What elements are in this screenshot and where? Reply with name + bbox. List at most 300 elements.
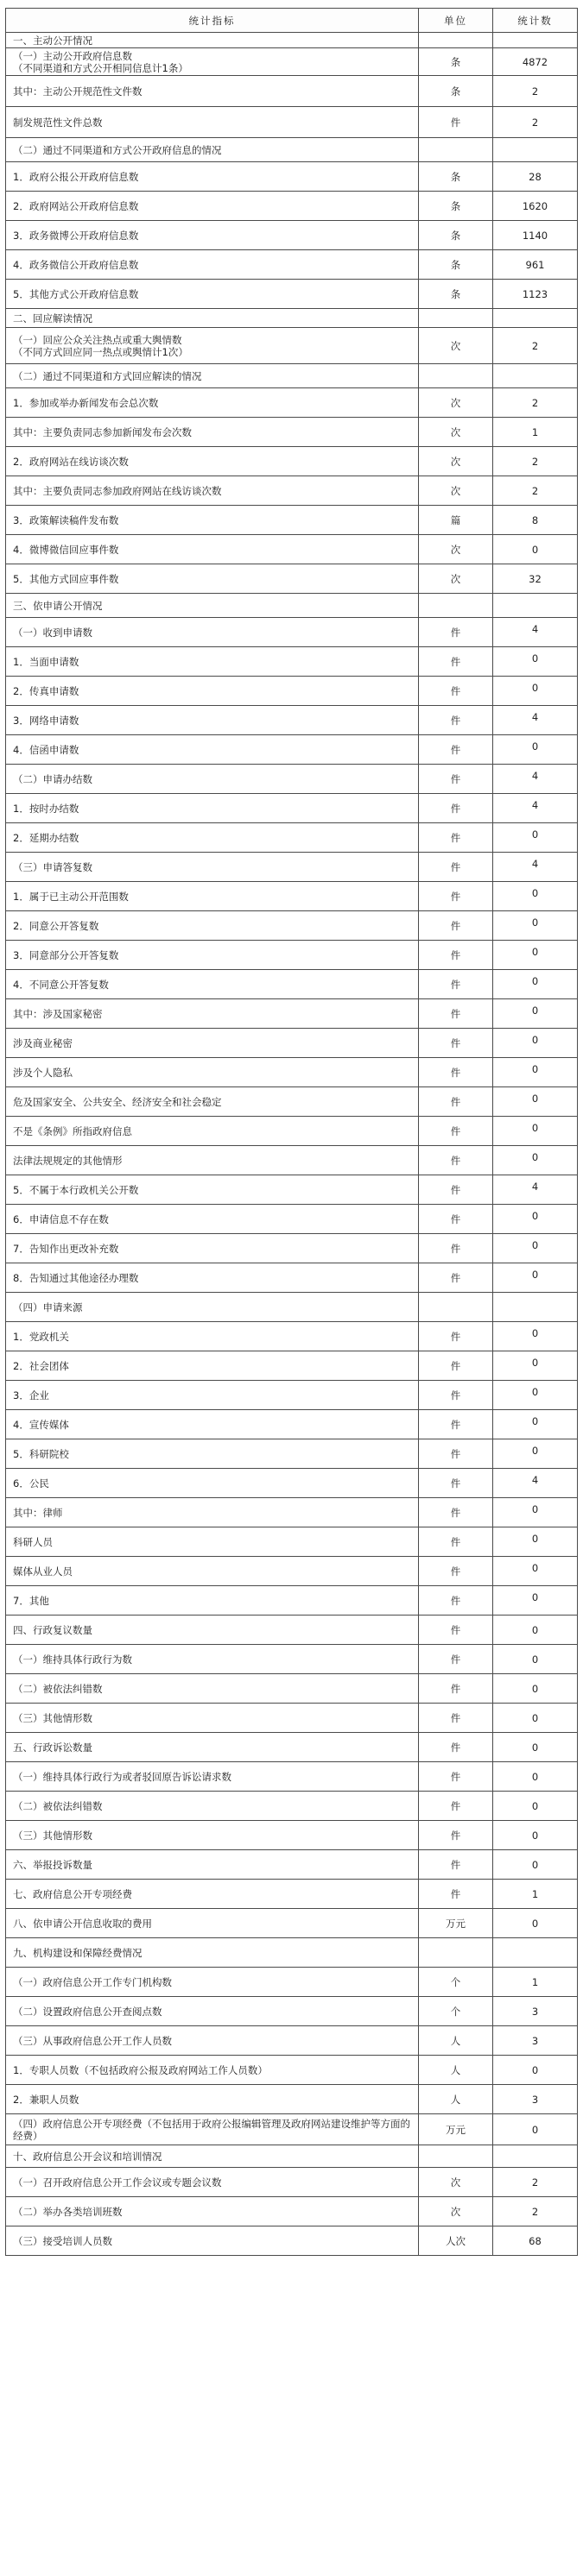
row-value: 0 [493, 1410, 578, 1439]
table-row [6, 364, 578, 388]
table-row [6, 911, 578, 941]
row-unit: 万元 [419, 2114, 493, 2145]
row-value: 0 [493, 647, 578, 677]
row-value: 1 [493, 418, 578, 447]
row-value: 0 [493, 1792, 578, 1821]
row-unit: 个 [419, 1997, 493, 2026]
row-indicator: 媒体从业人员 [6, 1557, 419, 1586]
row-value: 0 [493, 1381, 578, 1410]
row-indicator: 1．当面申请数 [6, 647, 419, 677]
row-value: 0 [493, 823, 578, 853]
row-value: 2 [493, 328, 578, 364]
table-row [6, 594, 578, 618]
row-value: 0 [493, 1704, 578, 1733]
row-unit: 件 [419, 999, 493, 1029]
row-unit: 件 [419, 853, 493, 882]
row-indicator: 涉及个人隐私 [6, 1058, 419, 1087]
table-row [6, 1381, 578, 1410]
row-indicator: 三、依申请公开情况 [6, 594, 419, 618]
table-row [6, 328, 578, 364]
row-unit: 件 [419, 1704, 493, 1733]
row-indicator: 二、回应解读情况 [6, 309, 419, 328]
row-indicator: 法律法规规定的其他情形 [6, 1146, 419, 1175]
row-indicator: 3．政策解读稿件发布数 [6, 506, 419, 535]
table-row [6, 162, 578, 192]
row-value: 0 [493, 1058, 578, 1087]
row-value: 4 [493, 706, 578, 735]
row-indicator: 6．公民 [6, 1469, 419, 1498]
row-unit: 件 [419, 1762, 493, 1792]
row-unit: 件 [419, 618, 493, 647]
row-unit [419, 364, 493, 388]
row-indicator: （三）从事政府信息公开工作人员数 [6, 2026, 419, 2056]
row-value: 0 [493, 1674, 578, 1704]
row-value: 0 [493, 970, 578, 999]
row-value: 0 [493, 1439, 578, 1469]
row-unit: 条 [419, 48, 493, 76]
row-unit: 次 [419, 447, 493, 476]
row-indicator: 2．政府网站公开政府信息数 [6, 192, 419, 221]
row-indicator: 其中：主要负责同志参加新闻发布会次数 [6, 418, 419, 447]
table-row [6, 1175, 578, 1205]
row-unit: 条 [419, 162, 493, 192]
row-indicator: 5．不属于本行政机关公开数 [6, 1175, 419, 1205]
row-unit: 件 [419, 765, 493, 794]
row-indicator: 4．宣传媒体 [6, 1410, 419, 1439]
row-value: 2 [493, 476, 578, 506]
row-unit: 条 [419, 221, 493, 250]
row-indicator: 1．参加或举办新闻发布会总次数 [6, 388, 419, 418]
row-value: 0 [493, 677, 578, 706]
row-indicator: 5．科研院校 [6, 1439, 419, 1469]
row-unit: 万元 [419, 1909, 493, 1938]
row-indicator: （二）被依法纠错数 [6, 1792, 419, 1821]
table-row [6, 765, 578, 794]
row-unit: 件 [419, 1175, 493, 1205]
row-value: 0 [493, 1205, 578, 1234]
row-unit: 件 [419, 941, 493, 970]
row-value: 0 [493, 1351, 578, 1381]
row-indicator: 4．信函申请数 [6, 735, 419, 765]
row-unit [419, 1293, 493, 1322]
row-indicator: 2．传真申请数 [6, 677, 419, 706]
row-value [493, 309, 578, 328]
table-row [6, 1968, 578, 1997]
row-unit: 人次 [419, 2226, 493, 2256]
row-indicator: 2．延期办结数 [6, 823, 419, 853]
row-value: 3 [493, 2085, 578, 2114]
row-indicator: 十、政府信息公开会议和培训情况 [6, 2145, 419, 2168]
table-row [6, 1469, 578, 1498]
row-unit [419, 1938, 493, 1968]
table-row [6, 250, 578, 280]
row-indicator: 七、政府信息公开专项经费 [6, 1880, 419, 1909]
row-indicator: 涉及商业秘密 [6, 1029, 419, 1058]
row-value: 0 [493, 911, 578, 941]
table-row [6, 2085, 578, 2114]
row-unit: 次 [419, 2197, 493, 2226]
row-value: 4 [493, 1469, 578, 1498]
table-row [6, 1762, 578, 1792]
row-value: 0 [493, 1117, 578, 1146]
row-indicator: 4．不同意公开答复数 [6, 970, 419, 999]
row-value [493, 138, 578, 162]
row-value: 0 [493, 882, 578, 911]
row-unit: 件 [419, 1263, 493, 1293]
row-unit: 人 [419, 2056, 493, 2085]
row-indicator: （一）维持具体行政行为数 [6, 1645, 419, 1674]
row-value: 3 [493, 1997, 578, 2026]
row-unit: 件 [419, 1117, 493, 1146]
row-value: 0 [493, 1733, 578, 1762]
row-unit: 件 [419, 1351, 493, 1381]
row-indicator: 四、行政复议数量 [6, 1616, 419, 1645]
table-row [6, 309, 578, 328]
row-unit: 件 [419, 1205, 493, 1234]
row-value: 2 [493, 107, 578, 138]
row-unit: 次 [419, 564, 493, 594]
row-value: 1 [493, 1968, 578, 1997]
row-indicator: （一）回应公众关注热点或重大舆情数 （不同方式回应同一热点或舆情计1次） [6, 328, 419, 364]
header-unit: 单位 [419, 9, 493, 33]
row-unit: 件 [419, 1029, 493, 1058]
table-row [6, 76, 578, 107]
table-row [6, 794, 578, 823]
row-unit: 件 [419, 1234, 493, 1263]
row-unit: 件 [419, 1469, 493, 1498]
row-indicator: 2．兼职人员数 [6, 2085, 419, 2114]
row-value: 4 [493, 853, 578, 882]
row-indicator: 8．告知通过其他途径办理数 [6, 1263, 419, 1293]
row-indicator: 2．政府网站在线访谈次数 [6, 447, 419, 476]
row-value: 4 [493, 1175, 578, 1205]
row-indicator: 不是《条例》所指政府信息 [6, 1117, 419, 1146]
row-value: 4 [493, 765, 578, 794]
row-value: 68 [493, 2226, 578, 2256]
row-indicator: 五、行政诉讼数量 [6, 1733, 419, 1762]
row-unit: 件 [419, 1527, 493, 1557]
row-indicator: 5．其他方式公开政府信息数 [6, 280, 419, 309]
table-row [6, 1616, 578, 1645]
row-unit: 人 [419, 2085, 493, 2114]
row-indicator: 4．微博微信回应事件数 [6, 535, 419, 564]
row-value: 2 [493, 2168, 578, 2197]
row-indicator: （一）主动公开政府信息数 （不同渠道和方式公开相同信息计1条） [6, 48, 419, 76]
table-row [6, 1322, 578, 1351]
row-unit [419, 33, 493, 48]
row-value [493, 1293, 578, 1322]
row-value: 0 [493, 735, 578, 765]
row-unit: 件 [419, 823, 493, 853]
row-value: 0 [493, 1909, 578, 1938]
row-unit: 条 [419, 192, 493, 221]
table-row [6, 1645, 578, 1674]
table-row [6, 107, 578, 138]
row-indicator: 六、举报投诉数量 [6, 1850, 419, 1880]
row-unit: 件 [419, 1616, 493, 1645]
row-unit: 件 [419, 1880, 493, 1909]
table-row [6, 941, 578, 970]
table-row [6, 138, 578, 162]
table-row [6, 1351, 578, 1381]
row-value [493, 594, 578, 618]
table-row [6, 1733, 578, 1762]
row-unit [419, 309, 493, 328]
row-indicator: 八、依申请公开信息收取的费用 [6, 1909, 419, 1938]
row-unit: 件 [419, 1733, 493, 1762]
row-indicator: （二）举办各类培训班数 [6, 2197, 419, 2226]
table-row [6, 221, 578, 250]
row-value: 0 [493, 1850, 578, 1880]
row-unit: 件 [419, 677, 493, 706]
row-value [493, 2145, 578, 2168]
row-value: 32 [493, 564, 578, 594]
row-indicator: （三）其他情形数 [6, 1821, 419, 1850]
row-unit: 件 [419, 1674, 493, 1704]
row-unit: 件 [419, 1146, 493, 1175]
row-unit: 件 [419, 911, 493, 941]
table-header-row [6, 9, 578, 33]
row-unit: 件 [419, 1850, 493, 1880]
table-row [6, 192, 578, 221]
row-value: 4 [493, 618, 578, 647]
table-row [6, 418, 578, 447]
row-unit: 件 [419, 1410, 493, 1439]
row-indicator: 1．党政机关 [6, 1322, 419, 1351]
table-row [6, 564, 578, 594]
row-indicator: 4．政务微信公开政府信息数 [6, 250, 419, 280]
row-value: 4872 [493, 48, 578, 76]
row-value: 0 [493, 1234, 578, 1263]
row-unit: 件 [419, 1087, 493, 1117]
row-unit: 件 [419, 107, 493, 138]
row-value: 0 [493, 1586, 578, 1616]
row-indicator: （三）申请答复数 [6, 853, 419, 882]
table-row [6, 506, 578, 535]
row-value: 0 [493, 1645, 578, 1674]
table-row [6, 853, 578, 882]
table-row [6, 1410, 578, 1439]
table-row [6, 1263, 578, 1293]
row-value: 0 [493, 1557, 578, 1586]
row-indicator: （四）政府信息公开专项经费（不包括用于政府公报编辑管理及政府网站建设维护等方面的经费） [6, 2114, 419, 2145]
row-indicator: （一）收到申请数 [6, 618, 419, 647]
table-row [6, 970, 578, 999]
row-value: 2 [493, 388, 578, 418]
row-unit: 个 [419, 1968, 493, 1997]
row-unit: 条 [419, 250, 493, 280]
row-indicator: （三）接受培训人员数 [6, 2226, 419, 2256]
row-indicator: 1．按时办结数 [6, 794, 419, 823]
table-row [6, 447, 578, 476]
row-unit [419, 2145, 493, 2168]
row-indicator: （一）维持具体行政行为或者驳回原告诉讼请求数 [6, 1762, 419, 1792]
row-indicator: （四）申请来源 [6, 1293, 419, 1322]
table-row [6, 1792, 578, 1821]
table-row [6, 1704, 578, 1733]
row-indicator: 3．政务微博公开政府信息数 [6, 221, 419, 250]
row-indicator: （二）申请办结数 [6, 765, 419, 794]
row-indicator: 3．企业 [6, 1381, 419, 1410]
row-value: 2 [493, 76, 578, 107]
row-unit: 次 [419, 328, 493, 364]
row-indicator: （三）其他情形数 [6, 1704, 419, 1733]
row-value: 0 [493, 1762, 578, 1792]
row-unit: 件 [419, 882, 493, 911]
table-row [6, 1938, 578, 1968]
statistics-table [5, 8, 578, 2256]
header-indicator: 统计指标 [6, 9, 419, 33]
row-indicator: （二）通过不同渠道和方式公开政府信息的情况 [6, 138, 419, 162]
table-row [6, 33, 578, 48]
row-indicator: 7．告知作出更改补充数 [6, 1234, 419, 1263]
row-value: 0 [493, 1527, 578, 1557]
row-unit: 件 [419, 970, 493, 999]
table-row [6, 1909, 578, 1938]
table-row [6, 706, 578, 735]
row-indicator: （二）设置政府信息公开查阅点数 [6, 1997, 419, 2026]
row-indicator: 2．社会团体 [6, 1351, 419, 1381]
row-indicator: 6．申请信息不存在数 [6, 1205, 419, 1234]
row-value: 1123 [493, 280, 578, 309]
table-row [6, 48, 578, 76]
row-value: 2 [493, 447, 578, 476]
row-unit: 次 [419, 476, 493, 506]
row-indicator: 其中：主动公开规范性文件数 [6, 76, 419, 107]
row-unit: 件 [419, 1322, 493, 1351]
row-unit: 件 [419, 706, 493, 735]
row-value [493, 1938, 578, 1968]
row-unit: 件 [419, 1586, 493, 1616]
table-row [6, 1997, 578, 2026]
table-row [6, 1205, 578, 1234]
row-indicator: 5．其他方式回应事件数 [6, 564, 419, 594]
row-unit: 件 [419, 1381, 493, 1410]
row-value: 0 [493, 1263, 578, 1293]
row-value: 0 [493, 1821, 578, 1850]
row-indicator: 一、主动公开情况 [6, 33, 419, 48]
row-indicator: 制发规范性文件总数 [6, 107, 419, 138]
row-value: 0 [493, 2056, 578, 2085]
table-row [6, 280, 578, 309]
row-unit: 件 [419, 1439, 493, 1469]
table-row [6, 1058, 578, 1087]
row-indicator: （一）召开政府信息公开工作会议或专题会议数 [6, 2168, 419, 2197]
row-value: 3 [493, 2026, 578, 2056]
table-row [6, 2197, 578, 2226]
row-unit: 件 [419, 1645, 493, 1674]
row-value: 0 [493, 1498, 578, 1527]
row-value: 0 [493, 999, 578, 1029]
row-indicator: 3．同意部分公开答复数 [6, 941, 419, 970]
row-indicator: （一）政府信息公开工作专门机构数 [6, 1968, 419, 1997]
row-unit: 人 [419, 2026, 493, 2056]
row-indicator: 7．其他 [6, 1586, 419, 1616]
table-row [6, 1029, 578, 1058]
table-row [6, 2026, 578, 2056]
table-row [6, 1850, 578, 1880]
row-indicator: 1．属于已主动公开范围数 [6, 882, 419, 911]
row-unit: 件 [419, 1792, 493, 1821]
row-value: 0 [493, 535, 578, 564]
row-unit [419, 138, 493, 162]
row-value [493, 364, 578, 388]
row-value: 0 [493, 1087, 578, 1117]
row-unit: 条 [419, 76, 493, 107]
row-value: 0 [493, 2114, 578, 2145]
row-indicator: 其中：涉及国家秘密 [6, 999, 419, 1029]
table-row [6, 1674, 578, 1704]
row-indicator: 3．网络申请数 [6, 706, 419, 735]
row-value: 0 [493, 1029, 578, 1058]
row-unit: 件 [419, 735, 493, 765]
row-unit: 件 [419, 647, 493, 677]
table-row [6, 2226, 578, 2256]
row-value: 2 [493, 2197, 578, 2226]
table-row [6, 1117, 578, 1146]
table-row [6, 618, 578, 647]
row-indicator: 科研人员 [6, 1527, 419, 1557]
row-value: 8 [493, 506, 578, 535]
row-unit [419, 594, 493, 618]
table-row [6, 1557, 578, 1586]
row-indicator: 1．政府公报公开政府信息数 [6, 162, 419, 192]
row-indicator: 2．同意公开答复数 [6, 911, 419, 941]
row-unit: 件 [419, 1498, 493, 1527]
table-row [6, 1880, 578, 1909]
row-indicator: 危及国家安全、公共安全、经济安全和社会稳定 [6, 1087, 419, 1117]
header-value: 统计数 [493, 9, 578, 33]
row-unit: 件 [419, 1557, 493, 1586]
row-unit: 条 [419, 280, 493, 309]
row-value: 4 [493, 794, 578, 823]
table-row [6, 1821, 578, 1850]
row-unit: 次 [419, 388, 493, 418]
table-row [6, 2114, 578, 2145]
row-value: 1620 [493, 192, 578, 221]
row-indicator: 1．专职人员数（不包括政府公报及政府网站工作人员数） [6, 2056, 419, 2085]
row-unit: 次 [419, 2168, 493, 2197]
row-unit: 件 [419, 1058, 493, 1087]
row-indicator: 九、机构建设和保障经费情况 [6, 1938, 419, 1968]
table-row [6, 535, 578, 564]
row-unit: 篇 [419, 506, 493, 535]
row-value: 28 [493, 162, 578, 192]
row-value: 0 [493, 941, 578, 970]
table-row [6, 999, 578, 1029]
table-row [6, 1586, 578, 1616]
row-value: 1140 [493, 221, 578, 250]
table-row [6, 1498, 578, 1527]
row-unit: 次 [419, 535, 493, 564]
table-row [6, 1293, 578, 1322]
table-row [6, 882, 578, 911]
row-indicator: （二）被依法纠错数 [6, 1674, 419, 1704]
table-row [6, 1087, 578, 1117]
table-row [6, 1146, 578, 1175]
row-value: 1 [493, 1880, 578, 1909]
table-row [6, 388, 578, 418]
row-value: 961 [493, 250, 578, 280]
row-indicator: 其中：律师 [6, 1498, 419, 1527]
row-unit: 件 [419, 794, 493, 823]
row-indicator: 其中：主要负责同志参加政府网站在线访谈次数 [6, 476, 419, 506]
table-row [6, 823, 578, 853]
table-row [6, 476, 578, 506]
table-row [6, 647, 578, 677]
table-row [6, 735, 578, 765]
table-row [6, 1527, 578, 1557]
